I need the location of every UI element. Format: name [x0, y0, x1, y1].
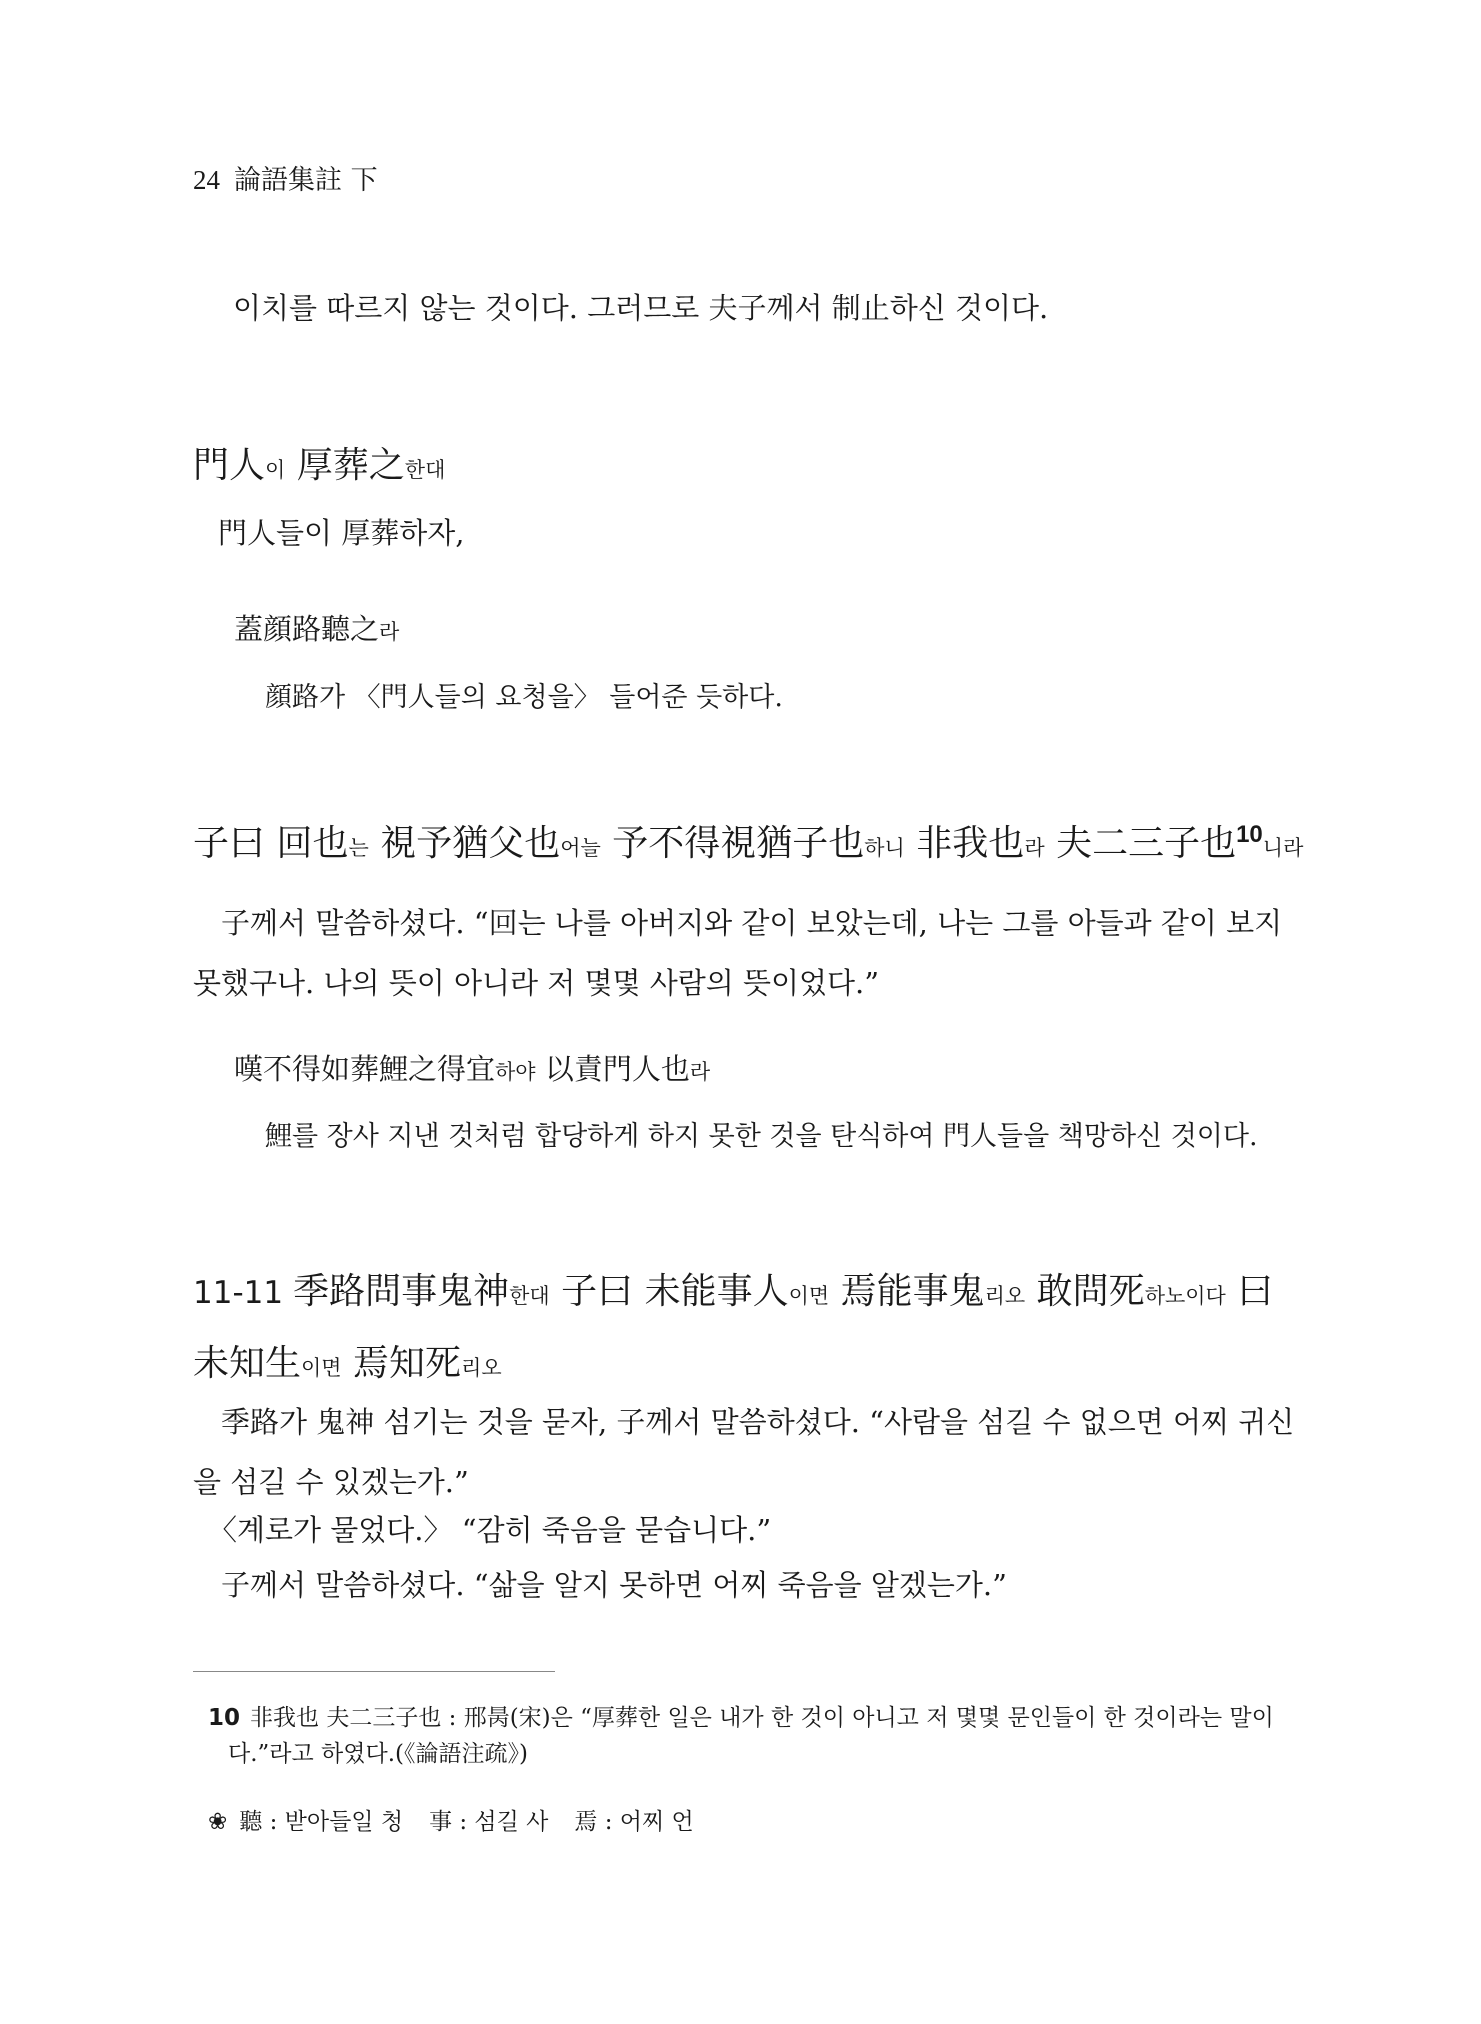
footnote-text: 非我也 夫二三子也 : 邢昺(宋)은 “厚葬한 일은 내가 한 것이 아니고 저 몇몇 문인들이 한 것이라는 말이다.”라고 하였다.(《論語注疏》) [228, 1705, 1274, 1767]
footnote-number: 10 [208, 1705, 241, 1731]
page-number: 24 [193, 165, 220, 195]
translation: 〈계로가 물었다.〉 “감히 죽음을 묻습니다.” [208, 1513, 772, 1547]
commentary: 嘆不得如葬鯉之得宜하야 以責門人也라 [234, 1052, 711, 1086]
translation: 門人들이 厚葬하자, [218, 516, 465, 550]
original-text: 子曰 回也는 視予猶父也어늘 予不得視猶子也하니 非我也라 夫二三子也$^{10}$니라 [193, 821, 1304, 864]
glossary-item: 事 : 섬길 사 [429, 1809, 549, 1835]
original-text: 門人이 厚葬之한대 [193, 445, 446, 486]
running-header [193, 158, 378, 197]
translation: 子께서 말씀하셨다. “삶을 알지 못하면 어찌 죽음을 알겠는가.” [221, 1568, 1007, 1602]
book-title: 論語集註 下 [234, 165, 378, 196]
passage-code: 11-11 [193, 1275, 284, 1311]
flower-icon: ❀ [208, 1809, 228, 1835]
commentary-translation: 顔路가 〈門人들의 요청을〉 들어준 듯하다. [265, 682, 783, 713]
glossary-item: 焉 : 어찌 언 [574, 1809, 694, 1835]
commentary: 蓋顔路聽之라 [234, 612, 400, 646]
commentary-translation: 鯉를 장사 지낸 것처럼 합당하게 하지 못한 것을 탄식하여 門人들을 책망하신 것이다. [265, 1121, 1258, 1152]
glossary [208, 1803, 694, 1836]
glossary-item: 聽 : 받아들일 청 [239, 1809, 404, 1835]
original-text: 11-11 季路問事鬼神한대 子曰 未能事人이면 焉能事鬼리오 敢問死하노이다 曰 未知生이면 焉知死리오 [193, 1271, 1274, 1384]
footnote [208, 1700, 1318, 1772]
footnote-divider [193, 1671, 555, 1672]
translation-continued: 이치를 따르지 않는 것이다. 그러므로 夫子께서 制止하신 것이다. [233, 291, 1049, 325]
translation: 子께서 말씀하셨다. “回는 나를 아버지와 같이 보았는데, 나는 그를 아들과 같이 보지 못했구나. 나의 뜻이 아니라 저 몇몇 사람의 뜻이었다.” [193, 906, 1283, 1000]
translation: 季路가 鬼神 섬기는 것을 묻자, 子께서 말씀하셨다. “사람을 섬길 수 없으면 어찌 귀신을 섬길 수 있겠는가.” [193, 1405, 1295, 1499]
footnote-marker[interactable]: 10 [1236, 821, 1263, 848]
